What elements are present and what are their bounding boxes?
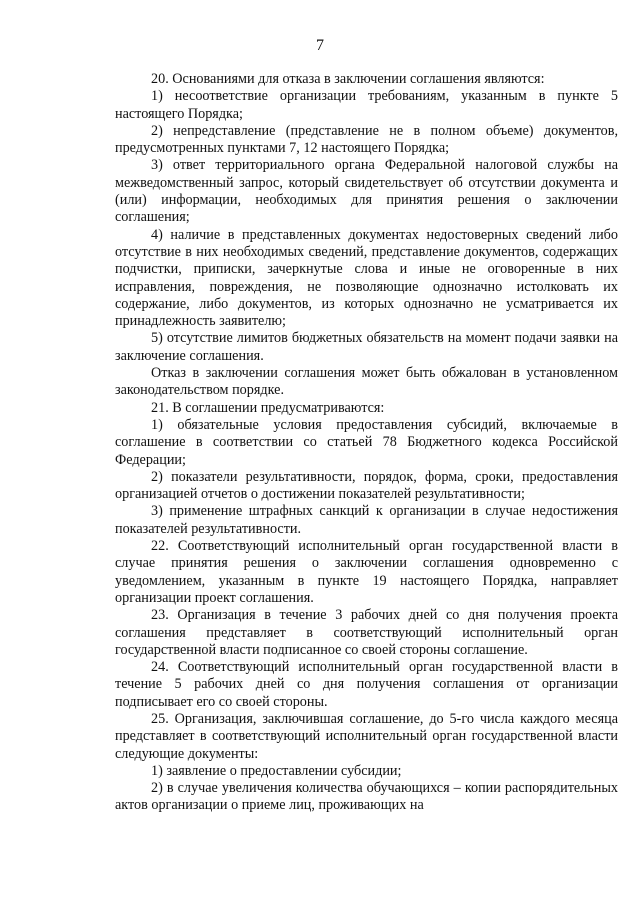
paragraph-21-item-1: 1) обязательные условия предоставления субсидий, включаемые в соглашение в соответствии со статьей 78 Бюджетного кодекса Российской Федерации; [115,416,618,468]
paragraph-25: 25. Организация, заключившая соглашение, до 5-го числа каждого месяца представляет в соответствующий исполнительный орган государственной власти следующие документы: [115,710,618,762]
paragraph-24: 24. Соответствующий исполнительный орган государственной власти в течение 5 рабочих дней со дня получения соглашения от организации подписывает его со своей стороны. [115,659,618,710]
paragraph-20-appeal: Отказ в заключении соглашения может быть обжалован в установленном законодательством порядке. [115,365,618,399]
paragraph-20-item-5: 5) отсутствие лимитов бюджетных обязательств на момент подачи заявки на заключение соглашения. [115,330,618,364]
page-number: 7 [316,37,324,54]
paragraph-20-item-3: 3) ответ территориального органа Федеральной налоговой службы на межведомственный запрос, который свидетельствует об отсутствии документа и (или) информации, необходимых для принятия решения о заключении соглашения; [115,157,618,226]
paragraph-21-item-2: 2) показатели результативности, порядок, форма, сроки, предоставления организацией отчетов о достижении показателей результативности; [115,468,618,503]
paragraph-21-item-3: 3) применение штрафных санкций к организации в случае недостижения показателей результативности. [115,503,618,537]
paragraph-20: 20. Основаниями для отказа в заключении соглашения являются: [151,71,545,87]
paragraph-23: 23. Организация в течение 3 рабочих дней со дня получения проекта соглашения представляет в соответствующий исполнительный орган государственной власти подписанное со своей стороны соглашение. [115,607,618,658]
paragraph-22: 22. Соответствующий исполнительный орган государственной власти в случае принятия решения о заключении соглашения одновременно с уведомлением, указанным в пункте 19 настоящего Порядка, направляет организации проект соглашения. [115,538,618,606]
paragraph-20-item-2: 2) непредставление (представление не в полном объеме) документов, предусмотренных пунктами 7, 12 настоящего Порядка; [115,122,618,157]
paragraph-21: 21. В соглашении предусматриваются: [151,399,385,416]
paragraph-20-item-4: 4) наличие в представленных документах недостоверных сведений либо отсутствие в них необходимых сведений, представление документов, содержащих подчистки, приписки, зачеркнутые слова и иные не оговоренные в них исправления, повреждения, не позволяющие однозначно истолковать их содержание, либо документов, из которых однозначно не усматривается их принадлежность заявителю; [115,226,618,330]
paragraph-20-item-1: 1) несоответствие организации требованиям, указанным в пункте 5 настоящего Порядка; [115,88,618,122]
document-body [115,71,618,815]
paragraph-25-item-1: 1) заявление о предоставлении субсидии; [151,762,402,779]
paragraph-25-item-2: 2) в случае увеличения количества обучающихся – копии распорядительных актов организации о приеме лиц, проживающих на [115,780,618,814]
